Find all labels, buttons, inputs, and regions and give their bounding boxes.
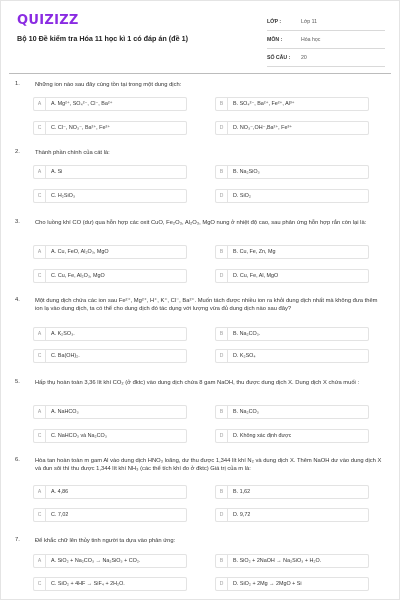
option-b[interactable] xyxy=(215,327,369,341)
option-text: A. 4,86 xyxy=(51,489,69,495)
question-number: 4. xyxy=(15,297,20,303)
option-d[interactable] xyxy=(215,189,369,203)
option-text: C. Ba(OH)₂. xyxy=(51,353,80,359)
question-number: 5. xyxy=(15,379,20,385)
option-b[interactable] xyxy=(215,485,369,499)
option-text: D. 9,72 xyxy=(233,512,251,518)
option-letter: B xyxy=(216,166,228,178)
option-text: A. Cu, FeO, Al₂O₃, MgO xyxy=(51,249,109,255)
option-d[interactable] xyxy=(215,121,369,135)
option-text: D. SiO₂ + 2Mg → 2MgO + Si xyxy=(233,581,302,587)
option-text: B. Na₂CO₃ xyxy=(233,409,259,415)
option-text: D. NO₃⁻,OH⁻,Ba²⁺, Fe³⁺ xyxy=(233,125,293,131)
option-b[interactable] xyxy=(215,405,369,419)
option-letter: B xyxy=(216,555,228,567)
option-letter: C xyxy=(34,350,46,362)
question-text: Để khắc chữ lên thủy tinh người ta dựa vào phản ứng: xyxy=(35,538,176,544)
option-text: B. Cu, Fe, Zn, Mg xyxy=(233,249,276,255)
option-c[interactable] xyxy=(33,189,187,203)
option-letter: A xyxy=(34,406,46,418)
option-c[interactable] xyxy=(33,121,187,135)
option-text: A. Si xyxy=(51,169,63,175)
question-number: 7. xyxy=(15,537,20,543)
meta-value: 20 xyxy=(301,54,307,61)
option-letter: D xyxy=(216,350,228,362)
question-text: Cho luồng khí CO (dư) qua hỗn hợp các oxit CuO, Fe₂O₃, Al₂O₃, MgO nung ở nhiệt độ cao, sau phản ứng hỗn hợp rắn còn lại là: xyxy=(35,220,367,226)
option-text: C. H₂SiO₃ xyxy=(51,193,76,199)
question-number: 1. xyxy=(15,81,20,87)
option-c[interactable] xyxy=(33,269,187,283)
option-letter: D xyxy=(216,509,228,521)
meta-row-class xyxy=(267,13,385,31)
option-text: A. NaHCO₃ xyxy=(51,409,79,415)
option-d[interactable] xyxy=(215,349,369,363)
option-b[interactable] xyxy=(215,165,369,179)
option-letter: B xyxy=(216,486,228,498)
option-text: D. SiO₂ xyxy=(233,193,251,199)
option-letter: B xyxy=(216,328,228,340)
option-letter: B xyxy=(216,406,228,418)
option-text: A. K₂SO₃. xyxy=(51,331,75,337)
meta-value: Lớp 11 xyxy=(301,18,317,25)
option-text: B. SiO₂ + 2NaOH → Na₂SiO₃ + H₂O. xyxy=(233,558,322,564)
question-number: 3. xyxy=(15,219,20,225)
option-letter: A xyxy=(34,328,46,340)
option-a[interactable] xyxy=(33,245,187,259)
option-text: C. NaHCO₃ và Na₂CO₃ xyxy=(51,433,107,439)
meta-label: MÔN : xyxy=(267,36,283,43)
question-text: Thành phần chính của cát là: xyxy=(35,150,110,156)
question-number: 6. xyxy=(15,457,20,463)
option-letter: C xyxy=(34,122,46,134)
option-a[interactable] xyxy=(33,405,187,419)
option-letter: B xyxy=(216,98,228,110)
option-c[interactable] xyxy=(33,508,187,522)
option-b[interactable] xyxy=(215,245,369,259)
option-letter: A xyxy=(34,246,46,258)
option-text: B. Na₂SiO₃ xyxy=(233,169,260,175)
option-d[interactable] xyxy=(215,269,369,283)
option-d[interactable] xyxy=(215,429,369,443)
meta-value: Hóa học xyxy=(301,36,321,43)
meta-row-subject xyxy=(267,31,385,49)
option-a[interactable] xyxy=(33,327,187,341)
option-c[interactable] xyxy=(33,429,187,443)
meta-table xyxy=(267,13,385,67)
option-d[interactable] xyxy=(215,508,369,522)
question-text: Những ion nào sau đây cùng tồn tại trong một dung dịch: xyxy=(35,82,182,88)
option-letter: C xyxy=(34,190,46,202)
option-text: C. 7,02 xyxy=(51,512,69,518)
option-c[interactable] xyxy=(33,349,187,363)
question-text: Hấp thụ hoàn toàn 3,36 lít khí CO₂ (ở đktc) vào dung dịch chứa 8 gam NaOH, thu được dung dịch X. Dung dịch X chứa muối : xyxy=(35,380,360,386)
option-c[interactable] xyxy=(33,577,187,591)
option-letter: A xyxy=(34,486,46,498)
question-number: 2. xyxy=(15,149,20,155)
meta-label: LỚP : xyxy=(267,18,282,25)
quizizz-logo: QUIZIZZ xyxy=(17,13,79,28)
option-text: D. Không xác định được xyxy=(233,433,292,439)
option-a[interactable] xyxy=(33,554,187,568)
option-text: B. 1,62 xyxy=(233,489,251,495)
option-text: A. Mg²⁺, SO₄²⁻, Cl⁻, Ba²⁺ xyxy=(51,101,113,107)
option-text: D. Cu, Fe, Al, MgO xyxy=(233,273,279,279)
option-letter: D xyxy=(216,270,228,282)
header-divider xyxy=(9,73,391,74)
option-text: C. Cl⁻, NO₃⁻, Ba²⁺, Fe²⁺ xyxy=(51,125,111,131)
option-text: B. SO₄²⁻, Ba²⁺, Fe²⁺, Al³⁺ xyxy=(233,101,295,107)
option-text: C. Cu, Fe, Al₂O₃, MgO xyxy=(51,273,105,279)
option-letter: C xyxy=(34,430,46,442)
option-letter: C xyxy=(34,578,46,590)
question-text: Hòa tan hoàn toàn m gam Al vào dung dịch HNO₃ loãng, dư thu được 1,344 lít khí N₂ và dung dịch X. Thêm NaOH dư vào dung dịch X và đun sôi thì thu được 1,344 lít khí NH₃ (các thể tích khí đo ở đktc) Giá trị của m là: xyxy=(35,458,382,472)
option-d[interactable] xyxy=(215,577,369,591)
option-letter: D xyxy=(216,430,228,442)
option-a[interactable] xyxy=(33,97,187,111)
meta-label: SỐ CÂU : xyxy=(267,54,291,61)
option-letter: C xyxy=(34,509,46,521)
option-letter: B xyxy=(216,246,228,258)
option-text: D. K₂SO₄ xyxy=(233,353,256,359)
option-letter: D xyxy=(216,578,228,590)
option-letter: A xyxy=(34,98,46,110)
option-letter: A xyxy=(34,555,46,567)
option-letter: D xyxy=(216,122,228,134)
option-text: A. SiO₂ + Na₂CO₃ → Na₂SiO₃ + CO₂. xyxy=(51,558,141,564)
question-text: Một dung dịch chứa các ion sau Fe²⁺, Mg²⁺, H⁺, K⁺, Cl⁻, Ba²⁺. Muốn tách được nhiều ion ra khỏi dung dịch nhất mà không đưa thêm ion lạ vào dung dịch, ta có thể cho dung dịch đó tác dụng với lượng vừa đủ dung dịch nào sau đây? xyxy=(35,298,378,312)
option-a[interactable] xyxy=(33,485,187,499)
meta-row-count xyxy=(267,49,385,67)
option-letter: A xyxy=(34,166,46,178)
option-b[interactable] xyxy=(215,97,369,111)
option-letter: D xyxy=(216,190,228,202)
option-letter: C xyxy=(34,270,46,282)
option-a[interactable] xyxy=(33,165,187,179)
page-title: Bộ 10 Đề kiểm tra Hóa 11 học kì 1 có đáp án (đề 1) xyxy=(17,34,188,43)
option-text: B. Na₂CO₃. xyxy=(233,331,261,337)
option-b[interactable] xyxy=(215,554,369,568)
option-text: C. SiO₂ + 4HF → SiF₄ + 2H₂O. xyxy=(51,581,125,587)
